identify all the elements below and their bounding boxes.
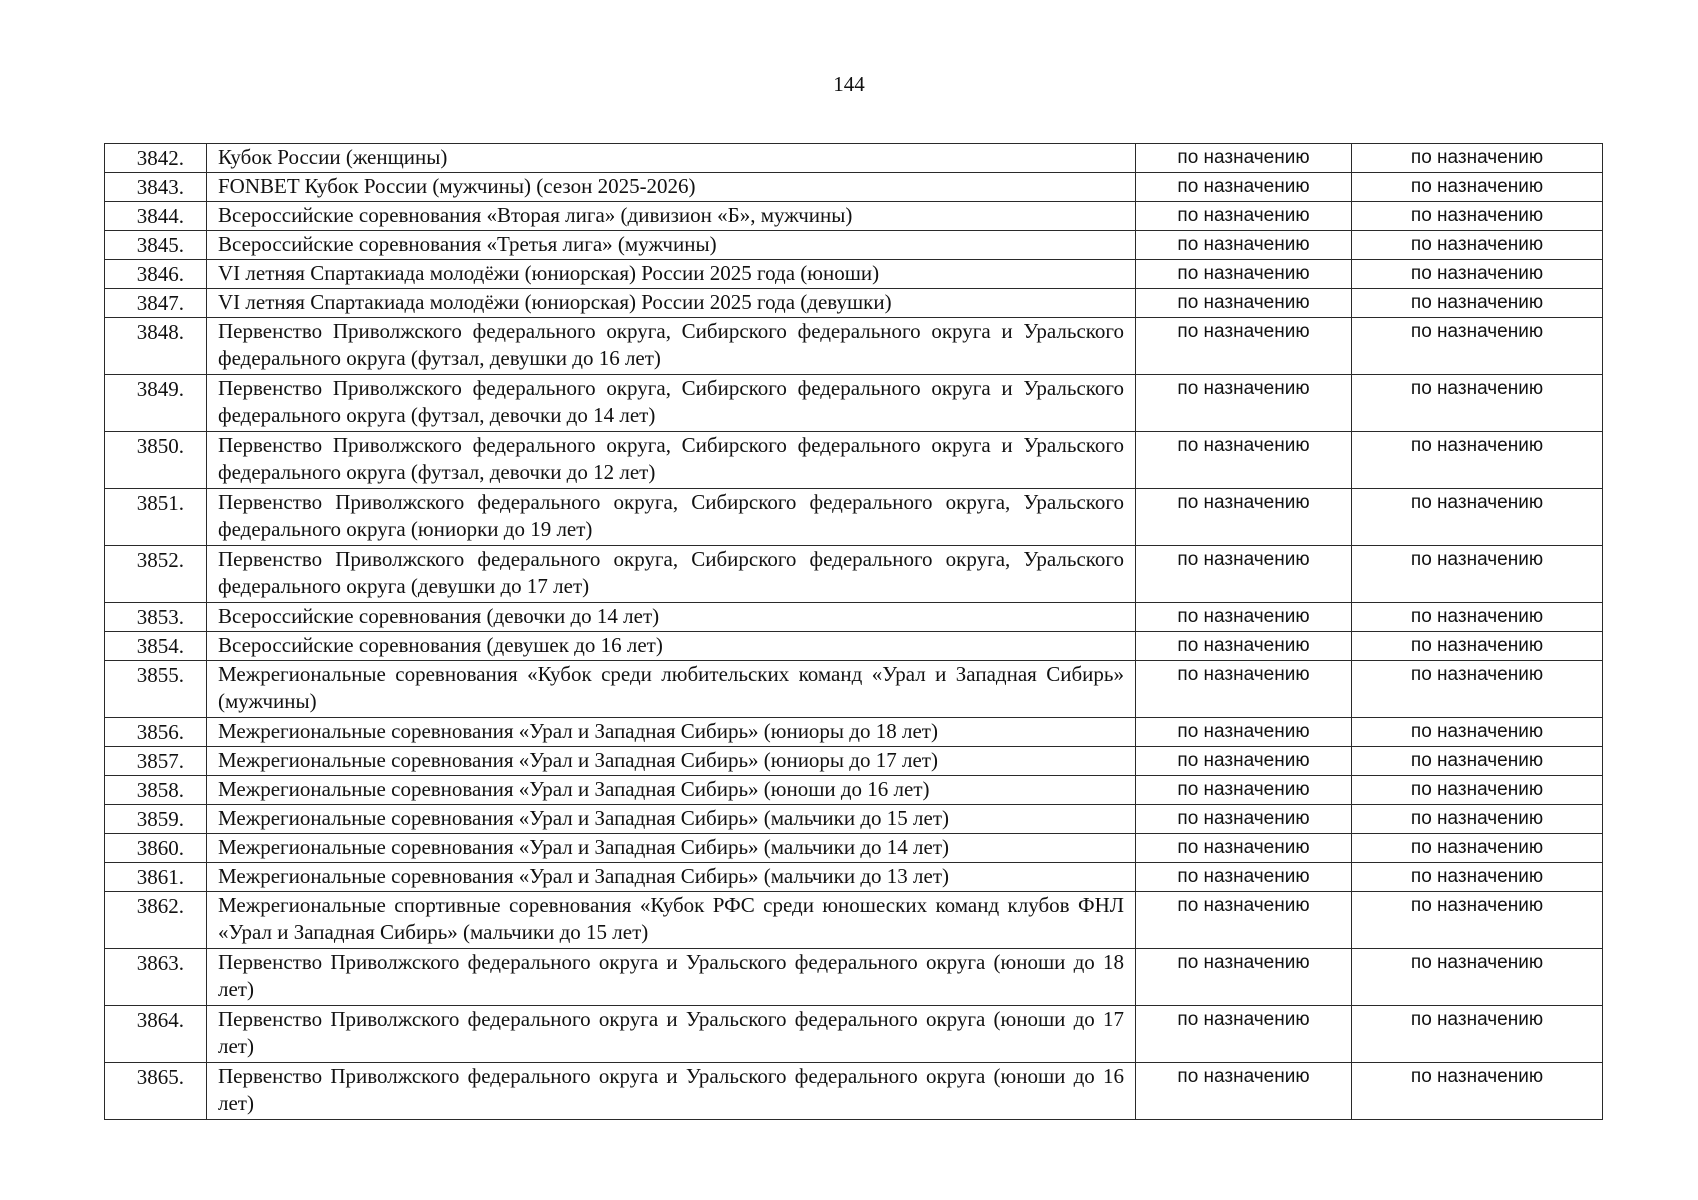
table-row: [105, 173, 1603, 202]
row-number: 3846.: [105, 260, 207, 289]
table-row: [105, 1006, 1603, 1063]
row-number: 3844.: [105, 202, 207, 231]
assignment-cell: по назначению: [1136, 202, 1352, 231]
event-name: Всероссийские соревнования «Вторая лига» (дивизион «Б», мужчины): [207, 202, 1136, 231]
assignment-cell: по назначению: [1136, 289, 1352, 318]
assignment-cell: по назначению: [1136, 776, 1352, 805]
event-name: Всероссийские соревнования (девочки до 14 лет): [207, 603, 1136, 632]
row-number: 3863.: [105, 949, 207, 1006]
event-name: Межрегиональные соревнования «Урал и Западная Сибирь» (мальчики до 13 лет): [207, 863, 1136, 892]
event-name: Первенство Приволжского федерального округа, Сибирского федерального округа, Уральского федерального округа (юниорки до 19 лет): [207, 489, 1136, 546]
row-number: 3851.: [105, 489, 207, 546]
assignment-cell: по назначению: [1136, 260, 1352, 289]
assignment-cell: по назначению: [1136, 546, 1352, 603]
row-number: 3848.: [105, 318, 207, 375]
row-number: 3843.: [105, 173, 207, 202]
event-name: Первенство Приволжского федерального округа, Сибирского федерального округа и Уральского федерального округа (футзал, девочки до 12 лет): [207, 432, 1136, 489]
row-number: 3854.: [105, 632, 207, 661]
row-number: 3862.: [105, 892, 207, 949]
row-number: 3861.: [105, 863, 207, 892]
assignment-cell: по назначению: [1352, 776, 1603, 805]
row-number: 3859.: [105, 805, 207, 834]
table-row: [105, 603, 1603, 632]
row-number: 3847.: [105, 289, 207, 318]
event-name: Межрегиональные соревнования «Урал и Западная Сибирь» (юноши до 16 лет): [207, 776, 1136, 805]
table-row: [105, 747, 1603, 776]
event-name: Межрегиональные соревнования «Урал и Западная Сибирь» (мальчики до 14 лет): [207, 834, 1136, 863]
table-row: [105, 718, 1603, 747]
row-number: 3855.: [105, 661, 207, 718]
event-name: Межрегиональные спортивные соревнования «Кубок РФС среди юношеских команд клубов ФНЛ «Урал и Западная Сибирь» (мальчики до 15 лет): [207, 892, 1136, 949]
assignment-cell: по назначению: [1352, 718, 1603, 747]
table-row: [105, 892, 1603, 949]
assignment-cell: по назначению: [1136, 805, 1352, 834]
assignment-cell: по назначению: [1352, 1063, 1603, 1120]
event-name: Первенство Приволжского федерального округа и Уральского федерального округа (юноши до 16 лет): [207, 1063, 1136, 1120]
assignment-cell: по назначению: [1136, 747, 1352, 776]
assignment-cell: по назначению: [1352, 318, 1603, 375]
event-name: VI летняя Спартакиада молодёжи (юниорская) России 2025 года (юноши): [207, 260, 1136, 289]
table-row: [105, 776, 1603, 805]
assignment-cell: по назначению: [1136, 661, 1352, 718]
assignment-cell: по назначению: [1136, 863, 1352, 892]
assignment-cell: по назначению: [1136, 718, 1352, 747]
assignment-cell: по назначению: [1352, 432, 1603, 489]
assignment-cell: по назначению: [1352, 805, 1603, 834]
event-name: FONBET Кубок России (мужчины) (сезон 2025-2026): [207, 173, 1136, 202]
row-number: 3849.: [105, 375, 207, 432]
event-name: Первенство Приволжского федерального округа и Уральского федерального округа (юноши до 17 лет): [207, 1006, 1136, 1063]
assignment-cell: по назначению: [1352, 863, 1603, 892]
table-row: [105, 489, 1603, 546]
assignment-cell: по назначению: [1352, 489, 1603, 546]
assignment-cell: по назначению: [1352, 949, 1603, 1006]
table-row: [105, 289, 1603, 318]
event-name: Межрегиональные соревнования «Урал и Западная Сибирь» (юниоры до 17 лет): [207, 747, 1136, 776]
assignment-cell: по назначению: [1136, 632, 1352, 661]
assignment-cell: по назначению: [1136, 834, 1352, 863]
assignment-cell: по назначению: [1352, 202, 1603, 231]
row-number: 3852.: [105, 546, 207, 603]
table-row: [105, 1063, 1603, 1120]
assignment-cell: по назначению: [1136, 173, 1352, 202]
assignment-cell: по назначению: [1136, 1006, 1352, 1063]
assignment-cell: по назначению: [1352, 747, 1603, 776]
event-name: Кубок России (женщины): [207, 144, 1136, 173]
table-row: [105, 375, 1603, 432]
row-number: 3850.: [105, 432, 207, 489]
table-row: [105, 144, 1603, 173]
table-row: [105, 546, 1603, 603]
table-row: [105, 863, 1603, 892]
row-number: 3853.: [105, 603, 207, 632]
assignment-cell: по назначению: [1136, 1063, 1352, 1120]
assignment-cell: по назначению: [1352, 892, 1603, 949]
table-row: [105, 231, 1603, 260]
assignment-cell: по назначению: [1352, 375, 1603, 432]
row-number: 3865.: [105, 1063, 207, 1120]
table-row: [105, 318, 1603, 375]
assignment-cell: по назначению: [1136, 892, 1352, 949]
row-number: 3845.: [105, 231, 207, 260]
table-row: [105, 202, 1603, 231]
assignment-cell: по назначению: [1352, 546, 1603, 603]
event-name: Первенство Приволжского федерального округа и Уральского федерального округа (юноши до 18 лет): [207, 949, 1136, 1006]
event-name: Межрегиональные соревнования «Урал и Западная Сибирь» (мальчики до 15 лет): [207, 805, 1136, 834]
assignment-cell: по назначению: [1136, 949, 1352, 1006]
assignment-cell: по назначению: [1352, 661, 1603, 718]
event-name: Всероссийские соревнования «Третья лига» (мужчины): [207, 231, 1136, 260]
assignment-cell: по назначению: [1352, 603, 1603, 632]
event-name: Всероссийские соревнования (девушек до 16 лет): [207, 632, 1136, 661]
row-number: 3842.: [105, 144, 207, 173]
assignment-cell: по назначению: [1136, 432, 1352, 489]
table-row: [105, 661, 1603, 718]
assignment-cell: по назначению: [1136, 375, 1352, 432]
event-name: Межрегиональные соревнования «Кубок среди любительских команд «Урал и Западная Сибирь» (мужчины): [207, 661, 1136, 718]
row-number: 3864.: [105, 1006, 207, 1063]
event-name: Первенство Приволжского федерального округа, Сибирского федерального округа и Уральского федерального округа (футзал, девушки до 16 лет): [207, 318, 1136, 375]
row-number: 3857.: [105, 747, 207, 776]
assignment-cell: по назначению: [1136, 603, 1352, 632]
table-row: [105, 432, 1603, 489]
assignment-cell: по назначению: [1136, 144, 1352, 173]
event-name: Межрегиональные соревнования «Урал и Западная Сибирь» (юниоры до 18 лет): [207, 718, 1136, 747]
assignment-cell: по назначению: [1352, 173, 1603, 202]
events-table: [104, 143, 1603, 1120]
table-row: [105, 632, 1603, 661]
event-name: Первенство Приволжского федерального округа, Сибирского федерального округа, Уральского федерального округа (девушки до 17 лет): [207, 546, 1136, 603]
assignment-cell: по назначению: [1352, 144, 1603, 173]
row-number: 3858.: [105, 776, 207, 805]
assignment-cell: по назначению: [1352, 632, 1603, 661]
table-row: [105, 949, 1603, 1006]
row-number: 3860.: [105, 834, 207, 863]
event-name: Первенство Приволжского федерального округа, Сибирского федерального округа и Уральского федерального округа (футзал, девочки до 14 лет): [207, 375, 1136, 432]
assignment-cell: по назначению: [1352, 260, 1603, 289]
page-number: 144: [833, 72, 865, 96]
assignment-cell: по назначению: [1136, 318, 1352, 375]
assignment-cell: по назначению: [1136, 231, 1352, 260]
event-name: VI летняя Спартакиада молодёжи (юниорская) России 2025 года (девушки): [207, 289, 1136, 318]
assignment-cell: по назначению: [1352, 834, 1603, 863]
assignment-cell: по назначению: [1352, 1006, 1603, 1063]
table-row: [105, 834, 1603, 863]
table-row: [105, 805, 1603, 834]
events-table-body: [105, 144, 1603, 1120]
assignment-cell: по назначению: [1352, 231, 1603, 260]
assignment-cell: по назначению: [1352, 289, 1603, 318]
assignment-cell: по назначению: [1136, 489, 1352, 546]
table-row: [105, 260, 1603, 289]
row-number: 3856.: [105, 718, 207, 747]
